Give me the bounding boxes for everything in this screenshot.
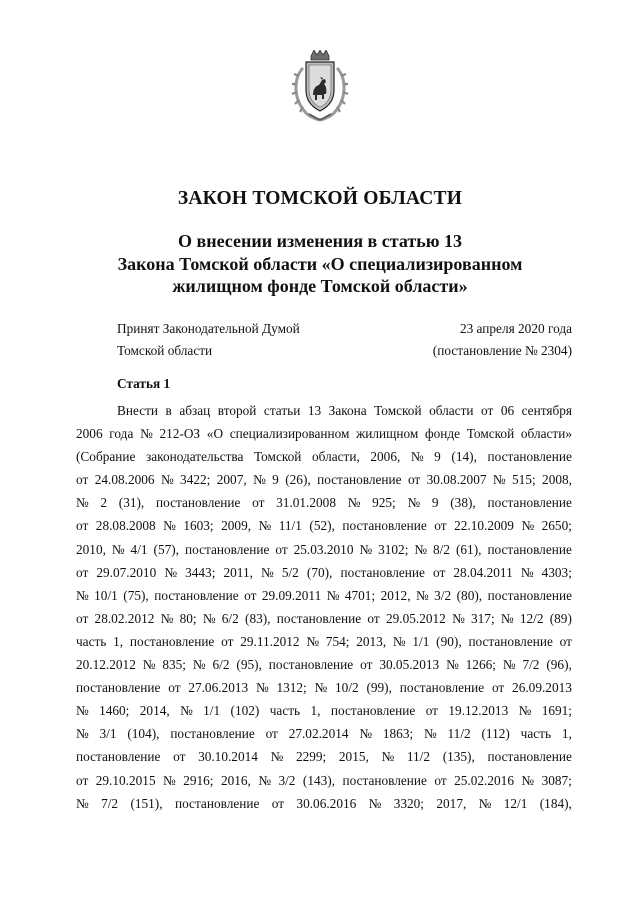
body-word: 3/1 <box>99 726 117 742</box>
body-word: постановление <box>174 795 260 811</box>
body-word: 2650; <box>541 518 572 534</box>
body-word: 4/1 <box>130 541 148 557</box>
body-word: от <box>252 495 265 511</box>
body-word: часть <box>269 703 301 719</box>
body-word: 2009, <box>221 518 252 534</box>
body-word: 3102; <box>378 541 409 557</box>
body-word: № <box>368 795 382 811</box>
body-word: (96), <box>546 657 572 673</box>
body-word: 2916; <box>183 772 214 788</box>
body-word: от <box>481 403 494 418</box>
body-word: постановление <box>154 587 239 603</box>
body-word: 1, <box>113 633 124 649</box>
body-word: 9 <box>272 472 279 488</box>
body-word: № <box>160 610 174 626</box>
body-word: 835; <box>162 657 186 673</box>
body-word: от <box>275 541 288 557</box>
body-line <box>76 445 572 468</box>
body-word: № <box>407 495 421 511</box>
body-word: № <box>500 610 514 626</box>
body-word: № <box>76 726 89 742</box>
body-word: № <box>76 587 89 603</box>
body-word: (143), <box>302 772 336 788</box>
body-word: 3087; <box>541 772 572 788</box>
body-word: 1, <box>310 703 321 719</box>
body-word: № <box>478 795 492 811</box>
body-word: постановление <box>342 518 427 534</box>
subject-line: Закона Томской области «О специализированном <box>117 253 523 274</box>
body-word: от <box>271 795 285 811</box>
body-word: 2012, <box>380 587 411 603</box>
body-word: 12/2 <box>519 610 544 626</box>
body-word: № <box>446 657 459 673</box>
body-word: (135), <box>442 749 475 765</box>
body-word: области» <box>520 426 572 442</box>
body-word: 29.07.2010 <box>96 564 157 580</box>
body-word: 2299; <box>295 749 327 765</box>
body-word: № <box>192 657 206 673</box>
body-word: 29.10.2015 <box>95 772 156 788</box>
body-word: постановление <box>317 472 402 488</box>
body-word: Томской <box>254 449 302 465</box>
body-word: (14), <box>451 449 477 465</box>
adopting-body-region: Томской области <box>117 342 213 358</box>
body-word: 2010, <box>76 541 106 557</box>
body-word: области, <box>312 449 360 465</box>
body-word: (61), <box>455 541 482 557</box>
body-word: от <box>367 610 380 626</box>
body-line <box>76 653 572 676</box>
body-word: 27.02.2014 <box>288 726 349 742</box>
body-word: законодательства <box>146 449 244 465</box>
subject-line: О внесении изменения в статью 13 <box>178 231 462 251</box>
body-word: от <box>407 472 421 488</box>
body-word: 11/1 <box>278 518 302 534</box>
adopting-body: Принят Законодательной Думой <box>117 321 300 336</box>
body-word: абзац <box>179 403 211 418</box>
body-word: 8/2 <box>433 541 451 557</box>
body-word: (89) <box>549 610 572 626</box>
body-line <box>76 792 572 815</box>
body-word: 80; <box>179 610 197 626</box>
body-word: № <box>160 472 174 488</box>
body-word: № <box>180 703 193 719</box>
body-word: постановление <box>268 657 354 673</box>
body-word: постановление <box>276 610 362 626</box>
body-word: постановление <box>342 772 427 788</box>
body-word: № <box>255 680 269 696</box>
body-word: 11/2 <box>406 749 431 765</box>
body-word: от <box>168 680 181 696</box>
body-word: постановление <box>76 749 161 765</box>
body-word: от <box>559 633 572 649</box>
body-word: области <box>429 403 474 418</box>
body-word: 7/2 <box>522 657 540 673</box>
body-word: 7/2 <box>101 795 119 811</box>
body-word: (104), <box>127 726 160 742</box>
body-word: 10/1 <box>94 587 118 603</box>
body-word: № <box>502 657 516 673</box>
body-word: 1312; <box>276 680 307 696</box>
body-word: № <box>76 795 89 811</box>
body-word: 11/2 <box>447 726 471 742</box>
body-word: 12/1 <box>503 795 528 811</box>
body-word: часть <box>520 726 552 742</box>
body-word: № <box>258 772 271 788</box>
body-word: 2014, <box>139 703 170 719</box>
article-body <box>76 399 572 815</box>
body-word: 3422; <box>180 472 211 488</box>
body-word: 22.10.2009 <box>454 518 514 534</box>
body-word: № <box>414 541 428 557</box>
body-word: 1/1 <box>203 703 221 719</box>
body-word: № <box>521 518 535 534</box>
body-word: жилищном <box>356 426 419 442</box>
body-word: 2007, <box>216 472 247 488</box>
body-word: (52), <box>309 518 335 534</box>
article-heading: Статья 1 <box>117 376 171 391</box>
body-word: 1603; <box>183 518 214 534</box>
body-word: постановление <box>487 495 572 511</box>
body-word: часть <box>76 633 107 649</box>
body-word: № <box>392 633 406 649</box>
body-word: № <box>142 657 156 673</box>
body-word: № <box>111 541 125 557</box>
body-line <box>76 607 572 630</box>
body-word: 28.08.2008 <box>95 518 156 534</box>
body-line <box>76 769 572 792</box>
body-word: в <box>165 403 172 418</box>
body-word: (90), <box>436 633 462 649</box>
body-word: (75), <box>123 587 149 603</box>
body-word: (70), <box>306 564 333 580</box>
body-word: № <box>416 587 429 603</box>
body-word: 2013, <box>356 633 387 649</box>
body-word: № <box>359 726 373 742</box>
body-word: № <box>76 703 89 719</box>
body-word: 2017, <box>436 795 467 811</box>
body-word: (57), <box>153 541 179 557</box>
body-line <box>76 584 572 607</box>
body-word: 30.06.2016 <box>296 795 357 811</box>
body-word: сентября <box>521 403 572 418</box>
body-line <box>76 561 572 584</box>
body-line <box>76 630 572 653</box>
body-word: № <box>163 772 176 788</box>
body-word: постановление <box>129 633 215 649</box>
body-word: от <box>265 726 278 742</box>
body-word: года <box>109 426 134 442</box>
body-word: от <box>434 518 447 534</box>
adoption-date: 23 апреля 2020 года <box>459 321 572 336</box>
body-word: от <box>76 772 89 788</box>
body-word: 1266; <box>465 657 496 673</box>
body-word: от <box>76 518 89 534</box>
body-word: 2006 <box>76 426 103 442</box>
body-word: № <box>326 587 340 603</box>
body-word: № <box>258 518 272 534</box>
body-word: 31.01.2008 <box>276 495 336 511</box>
body-word: 2 <box>100 495 108 511</box>
body-word: 4303; <box>541 564 572 580</box>
body-word: № <box>518 703 532 719</box>
body-word: 1691; <box>541 703 572 719</box>
body-word: 4701; <box>344 587 376 603</box>
body-word: 13 <box>307 403 322 418</box>
body-word: 2011, <box>223 564 253 580</box>
body-word: 29.09.2011 <box>261 587 322 603</box>
body-word: второй <box>217 403 257 418</box>
body-word: постановление <box>170 726 255 742</box>
body-word: от <box>433 564 446 580</box>
body-word: от <box>425 703 438 719</box>
body-word: (99), <box>366 680 392 696</box>
body-word: № <box>140 426 153 442</box>
body-word: (102) <box>230 703 260 719</box>
body-word: 27.06.2013 <box>188 680 249 696</box>
body-word: 24.08.2006 <box>94 472 155 488</box>
body-word: Томской <box>374 403 422 418</box>
body-word: 30.05.2013 <box>379 657 440 673</box>
body-word: № <box>520 564 534 580</box>
body-word: от <box>76 472 89 488</box>
body-word: № <box>521 772 535 788</box>
body-word: 6/2 <box>212 657 230 673</box>
body-word: 6/2 <box>221 610 239 626</box>
body-word: (26), <box>285 472 311 488</box>
body-word: 212-ОЗ <box>159 426 201 442</box>
body-word: «О <box>206 426 224 442</box>
body-word: 30.08.2007 <box>426 472 487 488</box>
body-word: постановление <box>487 541 572 557</box>
body-word: 2006, <box>370 449 401 465</box>
body-line <box>76 422 572 445</box>
body-word: 1863; <box>382 726 414 742</box>
body-word: 25.02.2016 <box>454 772 514 788</box>
body-word: 10/2 <box>335 680 359 696</box>
body-word: 2008, <box>542 472 572 488</box>
body-word: № <box>261 564 274 580</box>
body-word: специализированном <box>229 426 350 442</box>
body-word: (Собрание <box>76 449 136 465</box>
body-word: (80), <box>456 587 483 603</box>
body-word: 28.02.2012 <box>94 610 155 626</box>
body-line <box>76 699 572 722</box>
body-word: № <box>76 495 89 511</box>
body-word: постановление <box>330 703 416 719</box>
body-word: 06 <box>500 403 515 418</box>
adoption-block <box>117 318 572 361</box>
body-word: (151), <box>130 795 163 811</box>
body-word: 2016, <box>220 772 251 788</box>
body-word: № <box>452 610 465 626</box>
body-line <box>76 468 572 491</box>
body-word: 2015, <box>338 749 369 765</box>
law-subject <box>0 230 640 298</box>
body-word: постановление <box>487 587 572 603</box>
body-word: № <box>381 749 395 765</box>
body-word: от <box>491 680 505 696</box>
body-word: 9 <box>434 449 441 465</box>
body-word: фонде <box>425 426 461 442</box>
resolution-number: (постановление № 2304) <box>432 342 572 358</box>
body-word: от <box>244 587 257 603</box>
body-word: 9 <box>431 495 439 511</box>
body-word: 3320; <box>393 795 424 811</box>
body-word: № <box>410 449 424 465</box>
body-word: от <box>434 772 447 788</box>
body-word: (38), <box>450 495 476 511</box>
body-word: 1460; <box>99 703 130 719</box>
body-word: № <box>492 472 506 488</box>
body-word: № <box>163 518 176 534</box>
body-word: 754; <box>325 633 350 649</box>
body-line <box>76 399 572 422</box>
body-word: 5/2 <box>281 564 299 580</box>
body-word: статьи <box>263 403 301 418</box>
body-word: 25.03.2010 <box>293 541 354 557</box>
body-line <box>76 722 572 745</box>
body-word: от <box>221 633 234 649</box>
body-word: постановление <box>76 680 161 696</box>
body-word: 317; <box>471 610 495 626</box>
law-title: ЗАКОН ТОМСКОЙ ОБЛАСТИ <box>177 188 463 209</box>
body-word: 19.12.2013 <box>448 703 509 719</box>
body-word: № <box>359 541 373 557</box>
body-word: № <box>270 749 284 765</box>
coat-of-arms-icon <box>289 50 351 122</box>
body-word: № <box>164 564 178 580</box>
body-line <box>76 491 572 514</box>
body-word: постановление <box>155 495 241 511</box>
body-word: постановление <box>487 749 572 765</box>
body-word: 20.12.2012 <box>76 657 136 673</box>
body-word: (83), <box>245 610 271 626</box>
body-word: от <box>76 564 89 580</box>
body-word: (184), <box>539 795 572 811</box>
body-word: (31), <box>118 495 145 511</box>
body-word: № <box>347 495 361 511</box>
body-word: от <box>76 610 89 626</box>
body-word: № <box>314 680 328 696</box>
body-word: (112) <box>481 726 510 742</box>
body-word: (95), <box>236 657 262 673</box>
body-word: постановление <box>487 449 572 465</box>
body-word: 1, <box>561 726 572 742</box>
body-word: № <box>306 633 320 649</box>
body-word: № <box>253 472 266 488</box>
body-word: 1/1 <box>412 633 430 649</box>
body-line <box>76 745 572 768</box>
body-word: № <box>202 610 216 626</box>
body-word: № <box>424 726 437 742</box>
body-word: 515; <box>512 472 536 488</box>
body-word: Закона <box>328 403 367 418</box>
body-word: 925; <box>372 495 396 511</box>
body-word: 29.11.2012 <box>240 633 300 649</box>
body-word: постановление <box>399 680 485 696</box>
body-word: 30.10.2014 <box>198 749 258 765</box>
body-word: Внести <box>117 403 159 418</box>
body-word: постановление <box>340 564 425 580</box>
body-line <box>76 676 572 699</box>
body-word: постановление <box>468 633 553 649</box>
body-line <box>76 538 572 561</box>
body-word: Томской <box>466 426 515 442</box>
body-word: 3443; <box>185 564 216 580</box>
body-word: 28.04.2011 <box>453 564 513 580</box>
body-word: 3/2 <box>434 587 452 603</box>
subject-line: жилищном фонде Томской области» <box>172 276 468 296</box>
body-line <box>76 514 572 537</box>
body-word: от <box>173 749 186 765</box>
body-word: 3/2 <box>278 772 296 788</box>
body-word: от <box>360 657 373 673</box>
body-word: постановление <box>184 541 270 557</box>
body-word: 26.09.2013 <box>512 680 572 696</box>
body-word: 29.05.2012 <box>385 610 446 626</box>
